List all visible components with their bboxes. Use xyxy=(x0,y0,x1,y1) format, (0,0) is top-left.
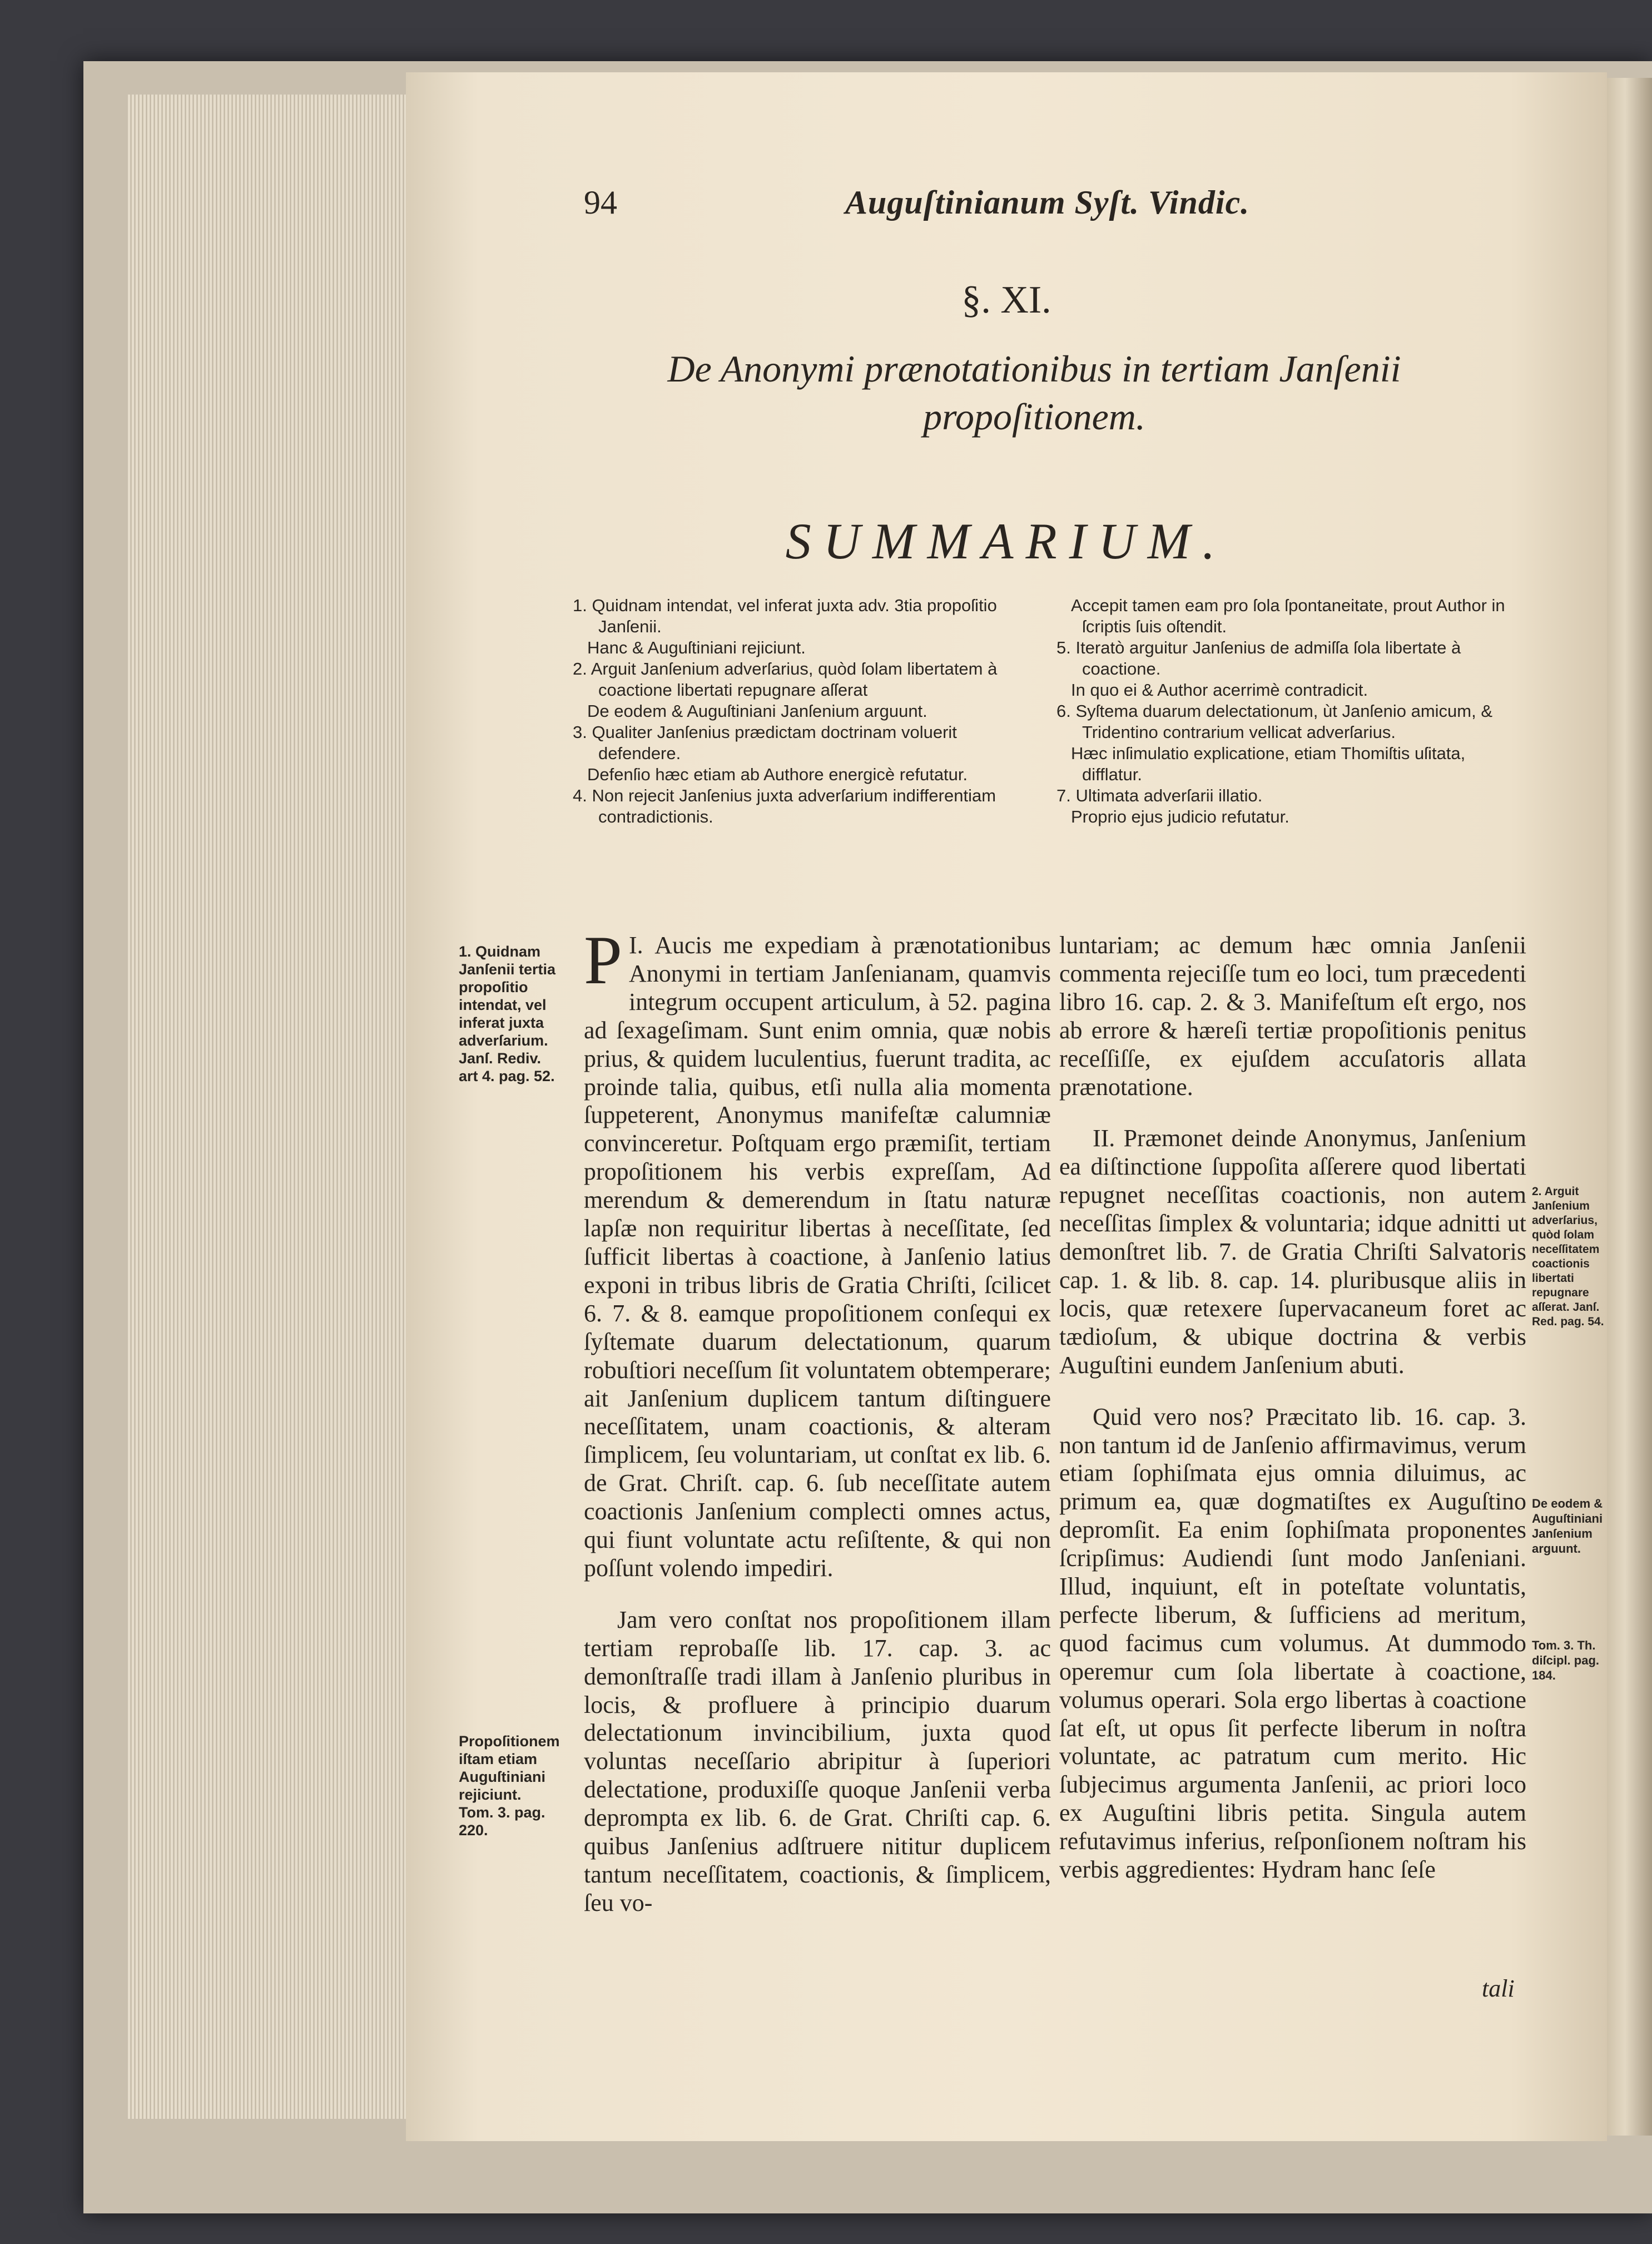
drop-cap: P xyxy=(584,922,622,998)
section-number: §. XI. xyxy=(961,279,1051,321)
section-title: De Anonymi prænotationibus in tertiam Janſenii propoſitionem. xyxy=(667,348,1401,438)
summary-left-column xyxy=(573,595,1018,828)
paragraph: II. Præmonet deinde Anonymus, Janſenium ea diſtinctione ſuppoſita aſſerere quod libertati repugnet neceſſitas coactionis, non autem neceſſitas ſimplex & voluntaria; idque adnitti ut demonſtret lib. 7. de Gratia Chriſti Salvatoris cap. 1. & lib. 8. cap. 14. pluribusque aliis in locis, quæ retexere ſupervacaneum foret ac tædioſum, & ubique doctrina & verbis Auguſtini eundem Janſenium abuti. xyxy=(1059,1125,1526,1379)
margin-note: Tom. 3. Th. diſcipl. pag. 184. xyxy=(1532,1638,1600,1682)
summary-subitem: Accepit tamen eam pro ſola ſpontaneitate, prout Author in ſcriptis ſuis oſtendit. xyxy=(1071,596,1505,636)
summary-item: 1. Quidnam intendat, vel inferat juxta adv. 3tia propoſitio Janſenii. xyxy=(573,596,997,636)
summary-item: 6. Syſtema duarum delectationum, ùt Janſenio amicum, & Tridentino contrarium vellicat adverſarius. xyxy=(1056,701,1492,742)
margin-note: 1. Quidnam Janſenii tertia propoſitio intendat, vel inferat juxta adverſarium. Janſ. Rediv. art 4. pag. 52. xyxy=(459,943,556,1084)
running-head: Auguſtinianum Syſt. Vindic. xyxy=(845,184,1250,221)
paragraph: Quid vero nos? Præcitato lib. 16. cap. 3. non tantum id de Janſenio affirmavimus, verum etiam ſophiſmata ejus omnia diluimus, ac primum ea, quæ dogmatiſtes ex Auguſtino depromſit. Ea enim ſophiſmata proponentes ſcripſimus: Audiendi ſunt modo Janſeniani. Illud, inquiunt, eſt in poteſtate voluntatis, perfecte liberum, & ſufficiens ad meritum, quod facimus cum volumus. At dummodo operemur cum ſola libertate à coactione, volumus operari. Sola ergo libertas à coactione ſat eſt, ut opus ſit perfecte liberum in noſtra voluntate, ac patratum cum merito. Hic ſubjecimus argumenta Janſenii, ac priori loco ex Auguſtini libris petita. Singula autem refutavimus inferius, reſponſionem noſtram his verbis aggredientes: Hydram hanc ſeſe xyxy=(1059,1403,1526,1884)
summary-subitem: De eodem & Auguſtiniani Janſenium arguunt. xyxy=(587,701,927,721)
summary-item: 4. Non rejecit Janſenius juxta adverſarium indifferentiam contradictionis. xyxy=(573,786,996,826)
margin-note: De eodem & Auguſtiniani Janſenium arguunt. xyxy=(1532,1497,1603,1556)
summary-item: 2. Arguit Janſenium adverſarius, quòd ſolam libertatem à coactione libertati repugnare aſſerat xyxy=(573,659,998,700)
summary-item: 3. Qualiter Janſenius prædictam doctrinam voluerit defendere. xyxy=(573,722,957,763)
summary-subitem: In quo ei & Author acerrimè contradicit. xyxy=(1071,680,1368,700)
paragraph: luntariam; ac demum hæc omnia Janſenii commenta rejeciſſe tum eo loci, tum præcedenti libro 16. cap. 2. & 3. Manifeſtum eſt ergo, nos ab errore & hæreſi tertiæ propoſitionis penitus receſſiſſe, ex ejuſdem accuſatoris allata prænotatione. xyxy=(1059,932,1526,1101)
margin-note: Propoſitionem iſtam etiam Auguſtiniani rejiciunt. Tom. 3. pag. 220. xyxy=(459,1733,560,1839)
book-page xyxy=(406,72,1607,2141)
catchword: tali xyxy=(1482,1975,1515,2002)
paragraph xyxy=(584,922,1051,1583)
summary-subitem: Proprio ejus judicio refutatur. xyxy=(1071,807,1289,826)
paragraph: Jam vero conſtat nos propoſitionem illam tertiam reprobaſſe lib. 17. cap. 3. ac demonſtraſſe tradi illam à Janſenio pluribus in locis, & profluere à principio duarum delectationum invincibilium, juxta quod voluntas neceſſario abripitur à ſuperiori delectatione, produxiſſe quoque Janſenii verba deprompta ex lib. 6. de Grat. Chriſti cap. 6. quibus Janſenius adſtruere nititur duplicem tantum neceſſitatem, coactionis, & ſimplicem, ſeu vo- xyxy=(584,1606,1051,1916)
right-text-column xyxy=(1059,932,1526,1908)
left-text-column xyxy=(584,922,1051,1941)
page-edges xyxy=(128,95,409,2119)
summary-item: 5. Iteratò arguitur Janſenius de admiſſa ſola libertate à coactione. xyxy=(1056,638,1461,678)
paragraph-number: I. xyxy=(628,932,643,959)
summary-item: 7. Ultimata adverſarii illatio. xyxy=(1056,786,1263,805)
summary-heading: SUMMARIUM. xyxy=(785,513,1228,569)
page-number: 94 xyxy=(584,184,617,221)
paragraph-text: Aucis me expediam à prænotationibus Anonymi in tertiam Janſenianam, quamvis integrum occupent articulum, à 52. pagina ad ſexageſimam. Sunt enim omnia, quæ nobis prius, & quidem luculentius, fuerunt tradita, ac proinde talia, quibus, etſi nulla alia momenta ſuppeterent, Anonymus manifeſtæ calumniæ convinceretur. Poſtquam ergo præmiſit, tertiam propoſitionem his verbis expreſſam, Ad merendum & demerendum in ſtatu naturæ lapſæ non requiritur libertas à neceſſitate, ſed ſufficit libertas à coactione, à Janſenio latius exponi in tribus libris de Gratia Chriſti, ſcilicet 6. 7. & 8. eamque propoſitionem conſequi ex ſyſtemate duarum delectationum, quarum robuſtiori neceſſum ſit voluntatem obtemperare; ait Janſenium duplicem tantum diſtinguere neceſſitatem, unam coactionis, & alteram ſimplicem, ſeu voluntariam, ut conſtat ex lib. 6. de Grat. Chriſt. cap. 6. ſub neceſſitate autem coactionis Janſenium complecti omnes actus, qui fiunt voluntate actu reſiſtente, & qui non poſſunt volendo impediri. xyxy=(584,932,1051,1582)
summary-subitem: Hæc inſimulatio explicatione, etiam Thomiſtis uſitata, difflatur. xyxy=(1071,744,1466,784)
margin-note: 2. Arguit Janſenium adverſarius, quòd ſolam neceſſitatem coactionis libertati repugnare aſſerat. Janſ. Red. pag. 54. xyxy=(1532,1185,1604,1328)
summary-subitem: Defenſio hæc etiam ab Authore energicè refutatur. xyxy=(587,765,968,784)
facing-page-edge xyxy=(1607,78,1652,2136)
summary-subitem: Hanc & Auguſtiniani rejiciunt. xyxy=(587,638,806,657)
summary-right-column xyxy=(1056,595,1507,828)
